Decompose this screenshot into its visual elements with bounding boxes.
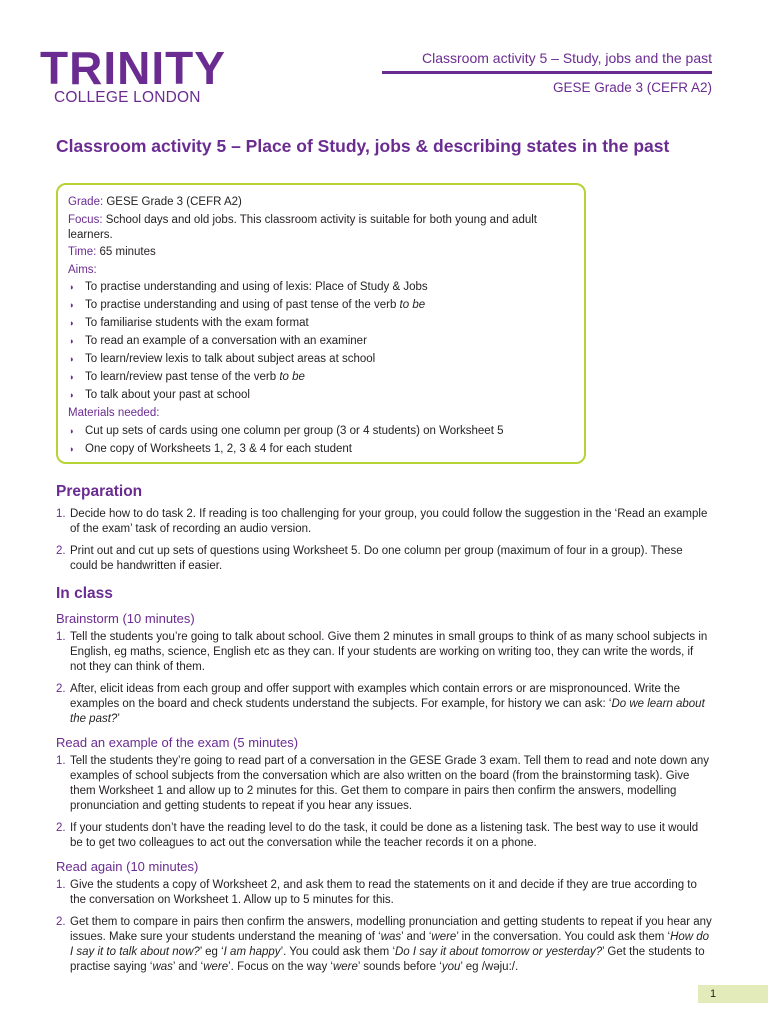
read-example-heading: Read an example of the exam (5 minutes) (56, 735, 299, 750)
bullet-icon: ◗ (69, 300, 75, 310)
list-item: 1. Tell the students you’re going to talk about school. Give them 2 minutes in small groups to think of as many school subjects in English, eg maths, science, English etc as they can. If your students are working on writing too, they can write the words, if not they can think of them. (56, 631, 708, 673)
list-item: ◗ To learn/review past tense of the verb to be (69, 371, 305, 383)
focus-label: Focus: (68, 213, 103, 226)
list-item: ◗ To learn/review lexis to talk about subject areas at school (69, 353, 376, 365)
bullet-icon: ◗ (69, 282, 75, 292)
page-number-text: 1 (710, 988, 717, 1000)
page-title: Classroom activity 5 – Place of Study, jobs & describing states in the past (56, 136, 670, 156)
preparation-heading: Preparation (56, 483, 143, 500)
time-line (68, 245, 574, 260)
bullet-icon: ◗ (69, 318, 75, 328)
focus-value: School days and old jobs. This classroom activity is suitable for both young and adult learners. (68, 213, 537, 241)
page-number (698, 985, 768, 1003)
list-item: 1. Tell the students they’re going to read part of a conversation in the GESE Grade 3 exam. Tell them to read and note down any examples of school subjects from the conversation which are also written on the board (from the brainstorming task). Give them Worksheet 1 and allow up to 2 minutes for this. Get them to compare in pairs then confirm the answers, modelling pronunciation and getting students to repeat if you hear any issues. (56, 755, 710, 812)
bullet-icon: ◗ (69, 372, 75, 382)
header-doc-title: Classroom activity 5 – Study, jobs and the past (422, 50, 712, 66)
bullet-icon: ◗ (69, 354, 75, 364)
brainstorm-heading: Brainstorm (10 minutes) (56, 611, 195, 626)
time-label: Time: (68, 246, 97, 258)
grade-value: GESE Grade 3 (CEFR A2) (103, 196, 242, 208)
in-class-heading: In class (56, 585, 113, 602)
grade-label: Grade: (68, 196, 104, 208)
header-grade: GESE Grade 3 (CEFR A2) (552, 80, 712, 95)
time-value: 65 minutes (96, 246, 156, 258)
header-rule (382, 71, 712, 74)
preparation-section (56, 483, 712, 574)
list-item: ◗ To read an example of a conversation with an examiner (69, 335, 367, 347)
bullet-icon: ◗ (69, 443, 75, 454)
list-item: 2. If your students don’t have the reading level to do the task, it could be done as a listening task. The best way to use it would be to get two colleagues to act out the conversation while the teacher records it on a phone. (56, 822, 699, 849)
list-item: 2. Print out and cut up sets of questions using Worksheet 5. Do one column per group (maximum of four in a group). These could be handwritten if easier. (56, 545, 683, 572)
list-item: ◗ To familiarise students with the exam format (69, 317, 309, 329)
materials-list (68, 424, 574, 457)
bullet-icon: ◗ (69, 336, 75, 346)
list-item: ◗ Cut up sets of cards using one column per group (3 or 4 students) on Worksheet 5 (69, 424, 504, 437)
aims-list (68, 280, 574, 403)
logo-subtitle: COLLEGE LONDON (54, 89, 201, 106)
focus-line (68, 213, 574, 243)
materials-label: Materials needed: (68, 407, 160, 419)
aims-label: Aims: (68, 263, 97, 276)
list-item: 2. After, elicit ideas from each group and offer support with examples which contain errors or are mispronounced. Write the examples on the board and check students understand the subjects. For example, for history we can ask: ‘Do we learn about the past?’ (56, 683, 705, 725)
list-item: ◗ One copy of Worksheets 1, 2, 3 & 4 for each student (69, 442, 352, 455)
list-item: ◗ To practise understanding and using of past tense of the verb to be (69, 299, 426, 311)
bullet-icon: ◗ (69, 390, 75, 400)
list-item: ◗ To practise understanding and using of lexis: Place of Study & Jobs (69, 281, 428, 293)
list-item: 1. Decide how to do task 2. If reading is too challenging for your group, you could follow the suggestion in the ‘Read an example of the exam’ task of recording an audio version. (56, 508, 708, 535)
header-right (382, 49, 712, 97)
list-item: 2. Get them to compare in pairs then confirm the answers, modelling pronunciation and getting students to repeat if you hear any issues. Make sure your students understand the meaning of ‘was’ and ‘were’ in the conversation. You could ask them ‘How do I say it to talk about now?’ eg ‘I am happy’. You could ask them ‘Do I say it about tomorrow or yesterday?’ Get the students to practise saying ‘was’ and ‘were’. Focus on the way ‘were’ sounds before ‘you’ eg /wəju:/. (56, 916, 712, 973)
in-class-section (56, 585, 712, 975)
activity-info-box (56, 183, 586, 464)
list-item: 1. Give the students a copy of Worksheet 2, and ask them to read the statements on it and decide if they are true according to the conversation on Worksheet 1. Allow up to 5 minutes for this. (56, 879, 697, 906)
grade-line (68, 195, 574, 210)
read-again-heading: Read again (10 minutes) (56, 859, 199, 874)
trinity-logo (40, 42, 240, 106)
list-item: ◗ To talk about your past at school (69, 389, 250, 401)
logo-word: TRINITY (40, 42, 226, 94)
bullet-icon: ◗ (69, 425, 75, 436)
